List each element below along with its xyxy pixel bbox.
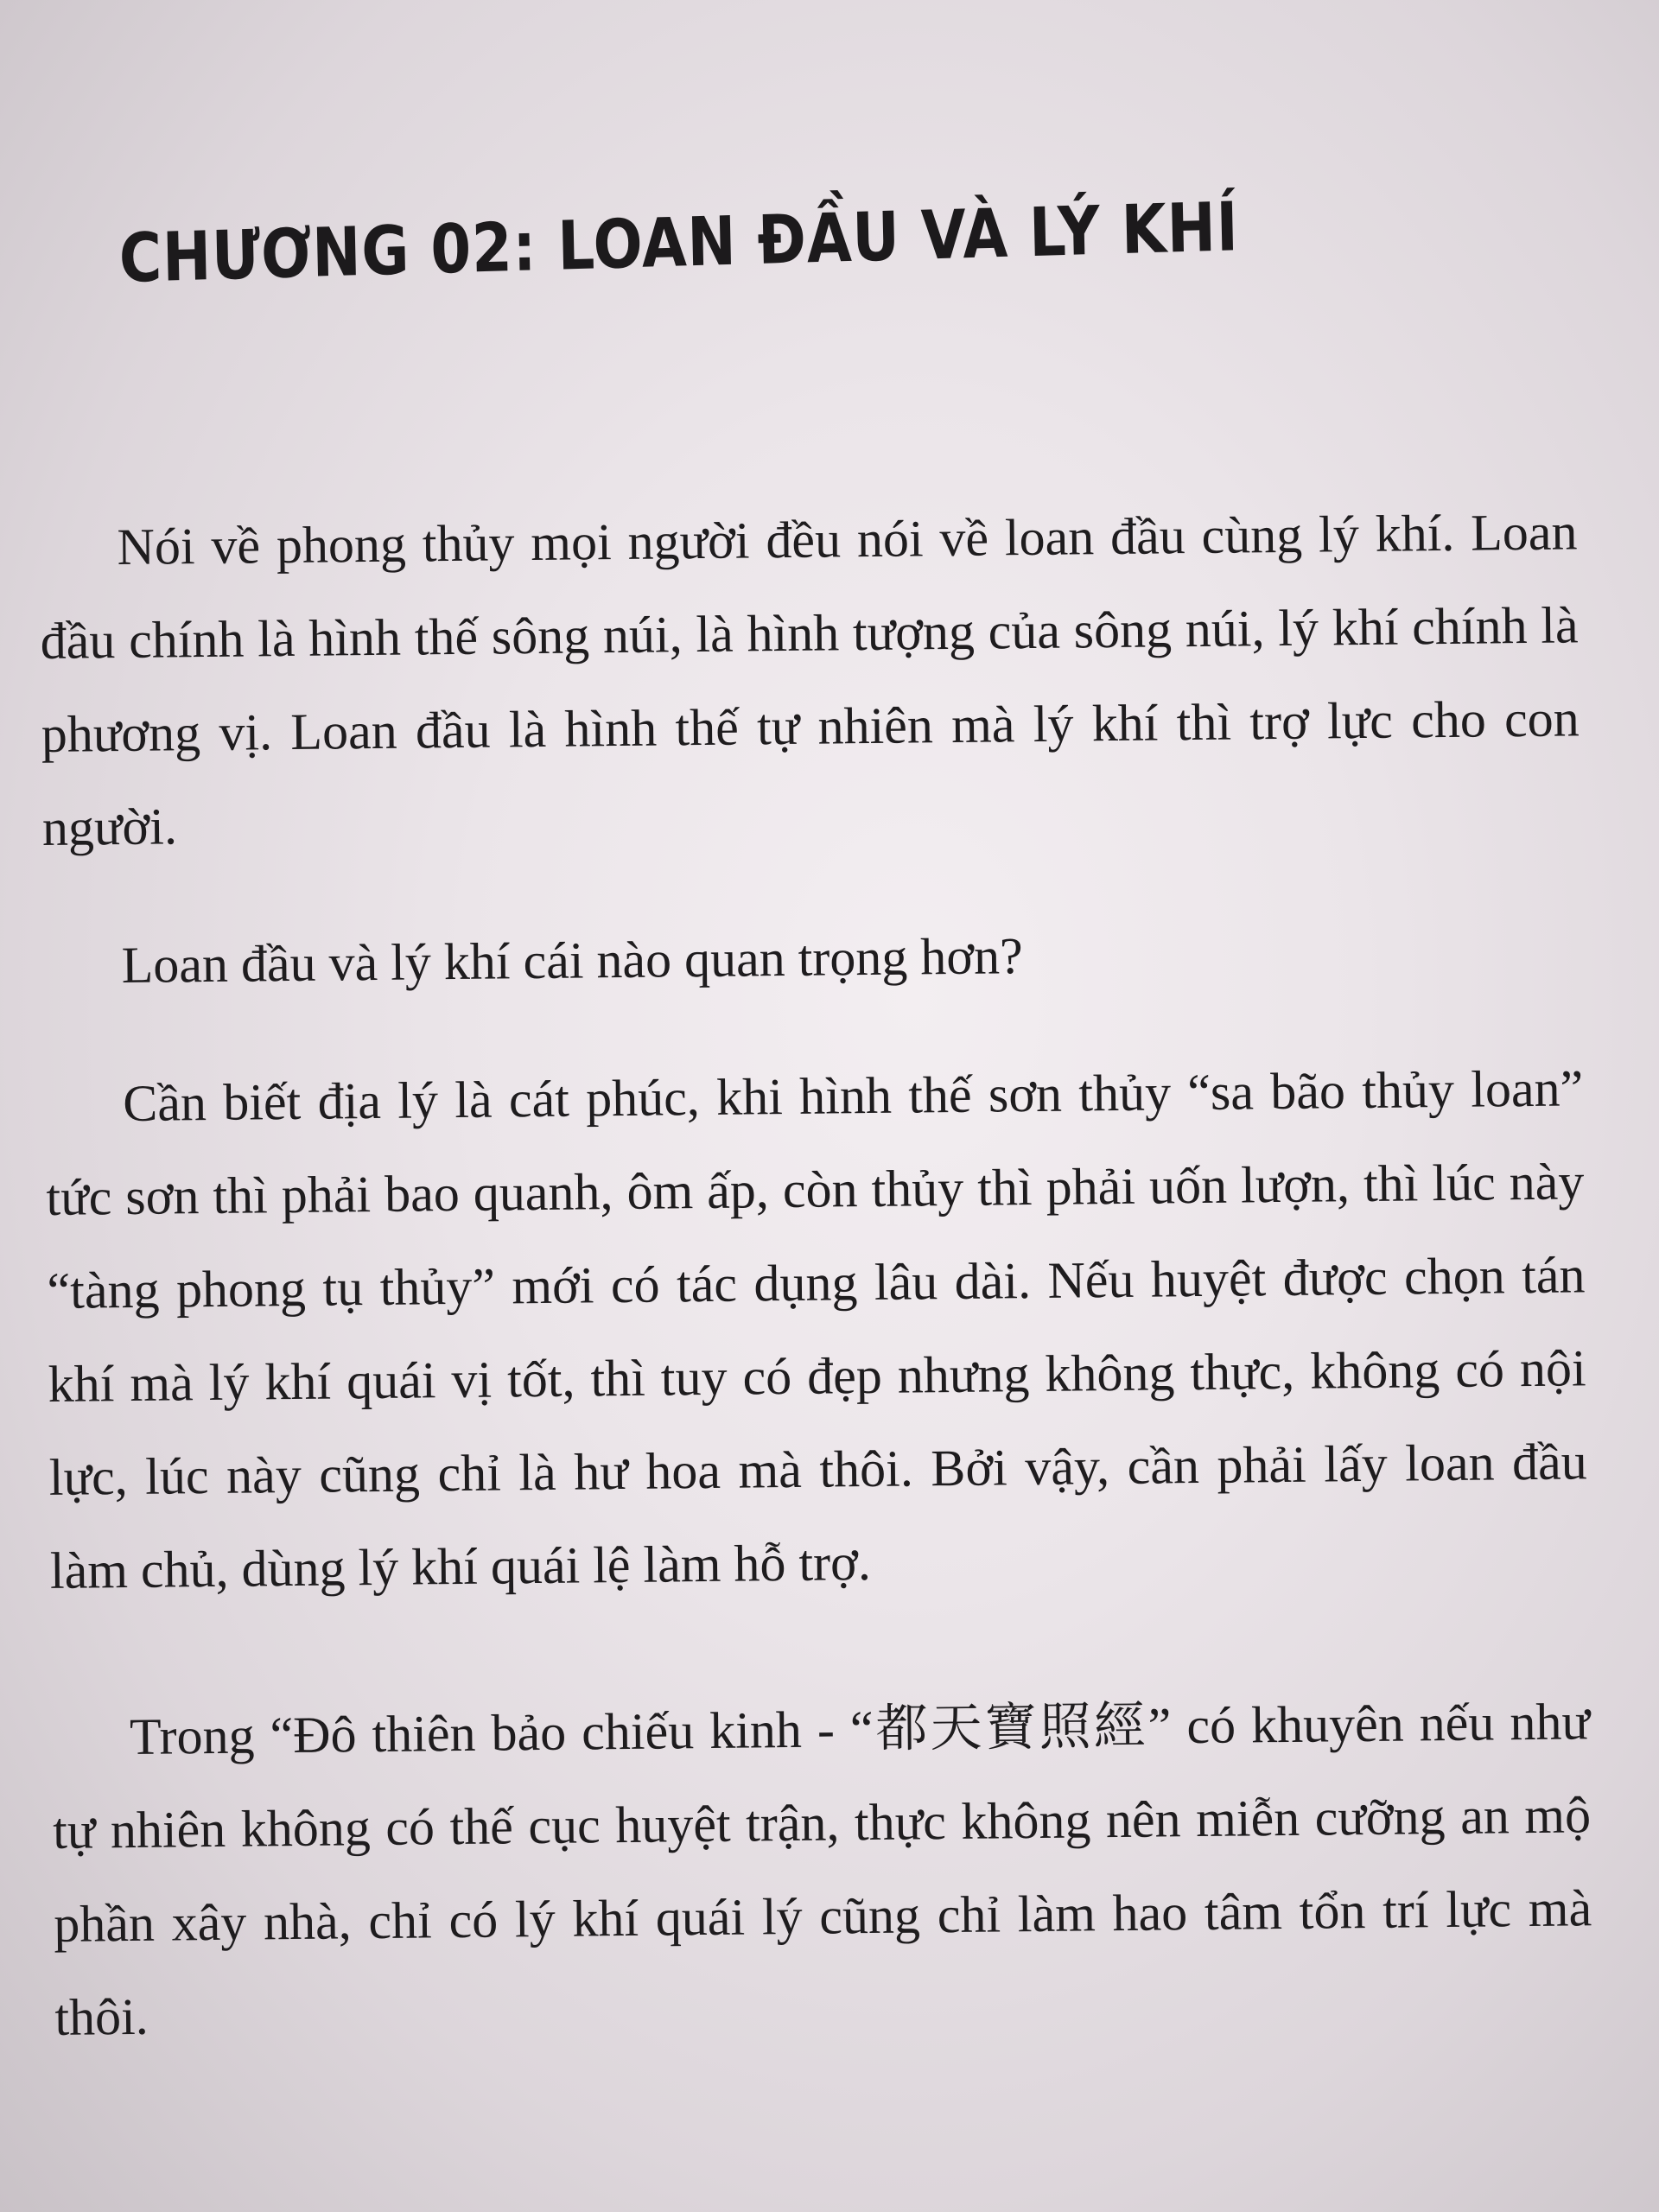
paragraph-2: Loan đầu và lý khí cái nào quan trọng hơn? [121,927,1024,995]
body-text [39,485,1593,2064]
paragraph-3: Cần biết địa lý là cát phúc, khi hình thế sơn thủy “sa bão thủy loan” tức sơn thì phải bao quanh, ôm ấp, còn thủy thì phải uốn lượn, thì lúc này “tàng phong tụ thủy” mới có tác dụng lâu dài. Nếu huyệt được chọn tán khí mà lý khí quái vị tốt, thì tuy có đẹp nhưng không thực, không có nội lực, lúc này cũng chỉ là hư hoa mà thôi. Bởi vậy, cần phải lấy loan đầu làm chủ, dùng lý khí quái lệ làm hỗ trợ. [46,1059,1588,1599]
chapter-title: CHƯƠNG 02: LOAN ĐẦU VÀ LÝ KHÍ [118,188,1240,298]
paragraph-4: Trong “Đô thiên bảo chiếu kinh - “都天寶照經” có khuyên nếu như tự nhiên không có thế cục huyệt trận, thực không nên miễn cưỡng an mộ phần xây nhà, chỉ có lý khí quái lý cũng chỉ làm hao tâm tổn trí lực mà thôi. [52,1693,1592,2046]
paragraph-1: Nói về phong thủy mọi người đều nói về loan đầu cùng lý khí. Loan đầu chính là hình thế sông núi, là hình tượng của sông núi, lý khí chính là phương vị. Loan đầu là hình thế tự nhiên mà lý khí thì trợ lực cho con người. [40,503,1580,856]
